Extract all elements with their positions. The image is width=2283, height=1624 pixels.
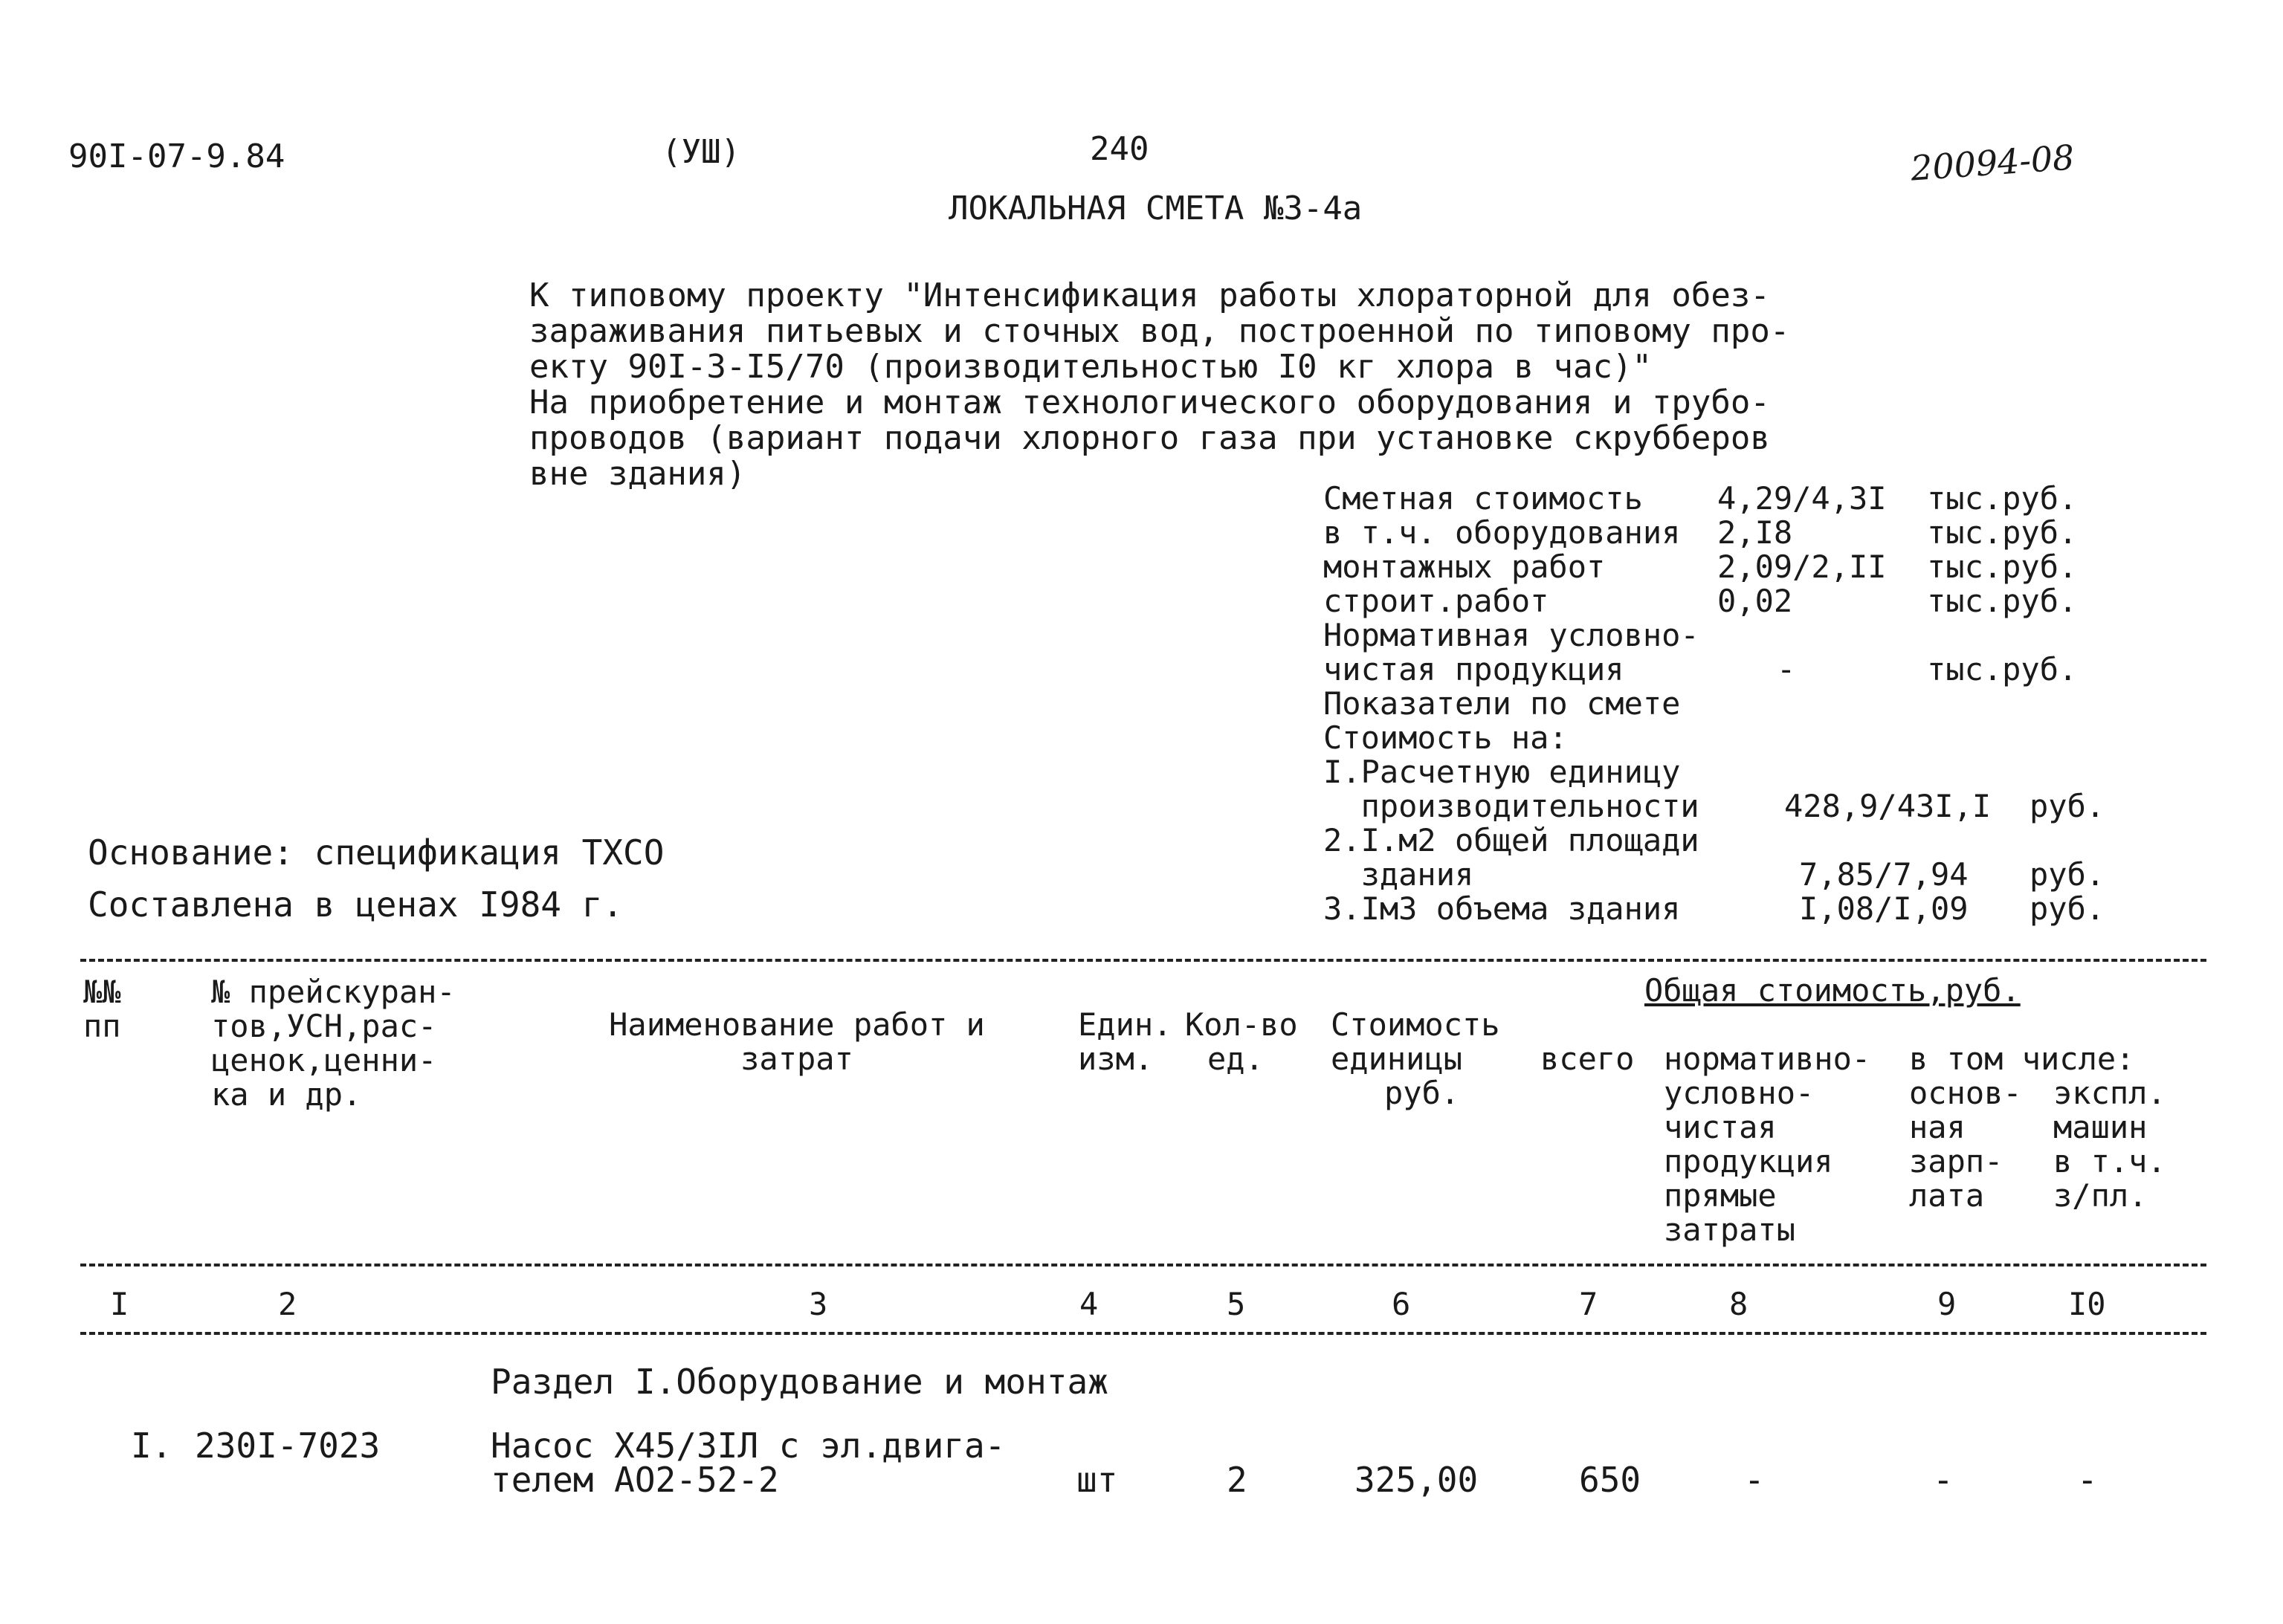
document-code: 90I-07-9.84: [68, 138, 285, 175]
column-number: 6: [1392, 1286, 1411, 1322]
header-group-total: Общая стоимость,руб.: [1644, 972, 2021, 1009]
intro-line: екту 90I-3-I5/70 (производительностью I0 кг хлора в час)": [529, 348, 1652, 386]
column-number: 2: [278, 1286, 297, 1322]
header-col-norm: нормативно- условно- чистая продукция прямые затраты: [1664, 1041, 1871, 1248]
cost-summary: Сметная стоимость 4,29/4,3I тыс.руб. в т.ч. оборудования 2,I8 тыс.руб. монтажных работ 2,09/2,II тыс.руб. строит.работ 0,02 тыс.руб. Нормативная условно- чистая продукция - тыс.руб. Показатели по смете Стоимость на: I.Расчетную единицу производительности 428,9/43I,I руб. 2.I.м2 общей площади здания 7,85/7,94 руб. 3.Iм3 объема здания I,08/I,09 руб.: [1323, 480, 2105, 927]
intro-paragraph: [529, 278, 1789, 492]
column-number: 9: [1937, 1286, 1957, 1322]
prices-line: Составлена в ценах I984 г.: [88, 884, 624, 925]
table-rule-numbers: [80, 1332, 2206, 1335]
column-number: 5: [1227, 1286, 1246, 1322]
column-number: I0: [2068, 1286, 2106, 1322]
header-col-total: всего: [1540, 1041, 1635, 1077]
header-col-machines: экспл. машин в т.ч. з/пл.: [2053, 1075, 2166, 1214]
row-code: 230I-7023: [195, 1426, 381, 1466]
row-name: Насос Х45/3IЛ с эл.двига- телем АО2-52-2: [491, 1426, 1006, 1500]
document-title: ЛОКАЛЬНАЯ СМЕТА №3-4а: [949, 190, 1363, 227]
header-group-incl: в том числе:: [1909, 1041, 2135, 1077]
page-number: 240: [1090, 130, 1149, 168]
header-col-price-list: № прейскуран- тов,УСН,рас- ценок,ценни- ка и др.: [211, 974, 456, 1113]
intro-line: зараживания питьевых и сточных вод, построенной по типовому про-: [529, 312, 1790, 350]
row-price: 325,00: [1354, 1460, 1479, 1500]
header-col-salary: основ- ная зарп- лата: [1909, 1075, 2022, 1214]
table-rule-header-bottom: [80, 1264, 2206, 1266]
column-number: 3: [809, 1286, 828, 1322]
handwritten-code: 20094-08: [1909, 137, 2076, 189]
row-unit: шт: [1076, 1460, 1118, 1500]
intro-line: К типовому проекту "Интенсификация работы хлораторной для обез-: [529, 276, 1770, 314]
row-salary: -: [1933, 1460, 1954, 1500]
row-total: 650: [1579, 1460, 1641, 1500]
basis-line: Основание: спецификация ТХСО: [88, 832, 665, 873]
row-machines: -: [2077, 1460, 2098, 1500]
row-number: I.: [131, 1426, 172, 1466]
column-number: 4: [1079, 1286, 1099, 1322]
intro-line: вне здания): [529, 455, 746, 493]
table-rule-top: [80, 959, 2206, 962]
table-row: [0, 1426, 2283, 1510]
volume-label: (УШ): [662, 133, 740, 171]
header-col-qty: Кол-во ед.: [1185, 1006, 1298, 1077]
section-heading: Раздел I.Оборудование и монтаж: [491, 1362, 1108, 1402]
header-col-name: Наименование работ и затрат: [609, 1006, 985, 1077]
row-qty: 2: [1227, 1460, 1247, 1500]
header-col-unit: Един. изм.: [1078, 1006, 1172, 1077]
intro-line: На приобретение и монтаж технологического оборудования и трубо-: [529, 384, 1770, 421]
row-norm: -: [1744, 1460, 1765, 1500]
column-number: 8: [1729, 1286, 1748, 1322]
column-number: 7: [1579, 1286, 1598, 1322]
header-col-num: №№ пп: [83, 974, 121, 1044]
column-number: I: [110, 1286, 129, 1322]
intro-line: проводов (вариант подачи хлорного газа при установке скрубберов: [529, 419, 1770, 457]
header-col-unit-cost: Стоимость единицы руб.: [1331, 1006, 1500, 1111]
